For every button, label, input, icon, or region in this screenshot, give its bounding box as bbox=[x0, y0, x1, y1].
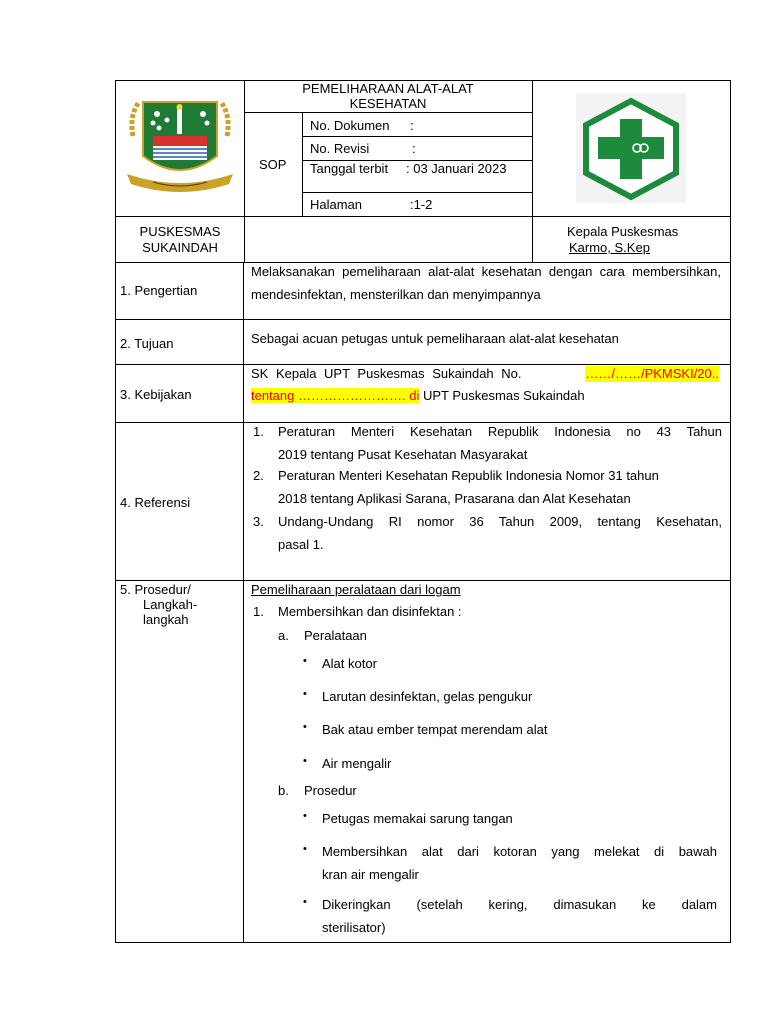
prosedur-heading: Pemeliharaan peralataan dari logam bbox=[251, 582, 461, 597]
kebijakan-text-start: SK Kepala UPT Puskesmas Sukaindah No. bbox=[251, 366, 522, 381]
table-border bbox=[244, 112, 532, 113]
list-item: Membersihkan alat dari kotoran yang melekat di bawah bbox=[322, 844, 717, 859]
doc-no-label: No. Dokumen bbox=[310, 118, 390, 133]
bullet-icon: • bbox=[303, 810, 307, 822]
referensi-item-num: 2. bbox=[253, 468, 264, 483]
kebijakan-line-1 bbox=[251, 366, 721, 382]
issue-date-value: : 03 Januari 2023 bbox=[406, 161, 507, 176]
table-border bbox=[730, 80, 731, 943]
head-name: Karmo, S.Kep bbox=[569, 240, 650, 255]
issue-date-label: Tanggal terbit bbox=[310, 161, 389, 176]
tujuan-text: Sebagai acuan petugas untuk pemeliharaan alat-alat kesehatan bbox=[251, 331, 619, 346]
kebijakan-dots: ……………………. bbox=[298, 388, 406, 403]
bullet-icon: • bbox=[303, 688, 307, 700]
table-border bbox=[244, 80, 245, 262]
referensi-item-line: Undang-Undang RI nomor 36 Tahun 2009, tentang Kesehatan, bbox=[278, 514, 722, 529]
section-label-kebijakan: 3. Kebijakan bbox=[120, 387, 192, 402]
bullet-icon: • bbox=[303, 843, 307, 855]
section-label-tujuan: 2. Tujuan bbox=[120, 336, 174, 351]
pengertian-text: Melaksanakan pemeliharaan alat-alat kesehatan dengan cara membersihkan, mendesinfektan, mensterilkan dan menyimpannya bbox=[251, 264, 721, 302]
list-item: Air mengalir bbox=[322, 756, 392, 771]
referensi-item-num: 3. bbox=[253, 514, 264, 529]
sop-label: SOP bbox=[259, 157, 287, 172]
bullet-icon: • bbox=[303, 655, 307, 667]
document-title: PEMELIHARAAN ALAT-ALAT KESEHATAN bbox=[302, 81, 474, 111]
revision-value: : bbox=[412, 141, 416, 156]
referensi-item-line: Peraturan Menteri Kesehatan Republik Indonesia no 43 Tahun bbox=[278, 424, 722, 439]
page-value: :1-2 bbox=[410, 197, 433, 212]
list-item: Larutan desinfektan, gelas pengukur bbox=[322, 689, 533, 704]
section-label-pengertian: 1. Pengertian bbox=[120, 283, 198, 298]
table-border bbox=[302, 192, 532, 193]
table-border bbox=[115, 216, 731, 217]
doc-no-value: : bbox=[410, 118, 414, 133]
head-title: Kepala Puskesmas bbox=[567, 224, 679, 239]
bullet-icon: • bbox=[303, 755, 307, 767]
table-border bbox=[302, 112, 303, 216]
table-border bbox=[115, 942, 731, 943]
bullet-icon: • bbox=[303, 896, 307, 908]
kebijakan-text-end: UPT Puskesmas Sukaindah bbox=[423, 388, 585, 403]
table-border bbox=[115, 319, 731, 320]
kebijakan-tentang-word: tentang bbox=[251, 388, 295, 403]
bullet-icon: • bbox=[303, 721, 307, 733]
referensi-item-line: Peraturan Menteri Kesehatan Republik Indonesia Nomor 31 tahun bbox=[278, 468, 659, 483]
referensi-item-line: 2018 tentang Aplikasi Sarana, Prasarana dan Alat Kesehatan bbox=[278, 491, 631, 506]
table-border bbox=[115, 422, 731, 423]
page-label: Halaman bbox=[310, 197, 363, 212]
table-border bbox=[115, 580, 731, 581]
list-item-continued: kran air mengalir bbox=[322, 867, 419, 882]
table-border bbox=[302, 136, 532, 137]
table-border bbox=[115, 364, 731, 365]
list-item: Alat kotor bbox=[322, 656, 377, 671]
kebijakan-number-highlight: ……/……/PKMSKI/20.. bbox=[585, 366, 719, 381]
organization-name: PUSKESMAS SUKAINDAH bbox=[139, 224, 221, 255]
referensi-item-line: 2019 tentang Pusat Kesehatan Masyarakat bbox=[278, 447, 528, 462]
kebijakan-tentang-highlight bbox=[251, 388, 419, 403]
puskesmas-logo-icon bbox=[576, 93, 686, 203]
referensi-item-num: 1. bbox=[253, 424, 264, 439]
sub-step-text: Peralataan bbox=[304, 628, 367, 643]
kebijakan-di-word: di bbox=[409, 388, 420, 403]
section-label-prosedur-3: langkah bbox=[143, 612, 189, 627]
sub-step-num: b. bbox=[278, 783, 289, 798]
referensi-item-line: pasal 1. bbox=[278, 537, 324, 552]
section-label-prosedur: 5. Prosedur/ bbox=[120, 582, 191, 597]
kebijakan-line-2 bbox=[251, 388, 585, 404]
list-item: Petugas memakai sarung tangan bbox=[322, 811, 513, 826]
step-text: Membersihkan dan disinfektan : bbox=[278, 604, 462, 619]
list-item: Dikeringkan (setelah kering, dimasukan ke dalam bbox=[322, 897, 717, 912]
list-item-continued: sterilisator) bbox=[322, 920, 386, 935]
list-item: Bak atau ember tempat merendam alat bbox=[322, 722, 548, 737]
section-label-prosedur-2: Langkah- bbox=[143, 597, 198, 612]
section-label-referensi: 4. Referensi bbox=[120, 495, 191, 510]
table-border bbox=[115, 80, 116, 943]
sub-step-text: Prosedur bbox=[304, 783, 357, 798]
sub-step-num: a. bbox=[278, 628, 289, 643]
step-num: 1. bbox=[253, 604, 264, 619]
regency-emblem-icon bbox=[123, 96, 237, 196]
revision-label: No. Revisi bbox=[310, 141, 370, 156]
table-border bbox=[532, 80, 533, 262]
